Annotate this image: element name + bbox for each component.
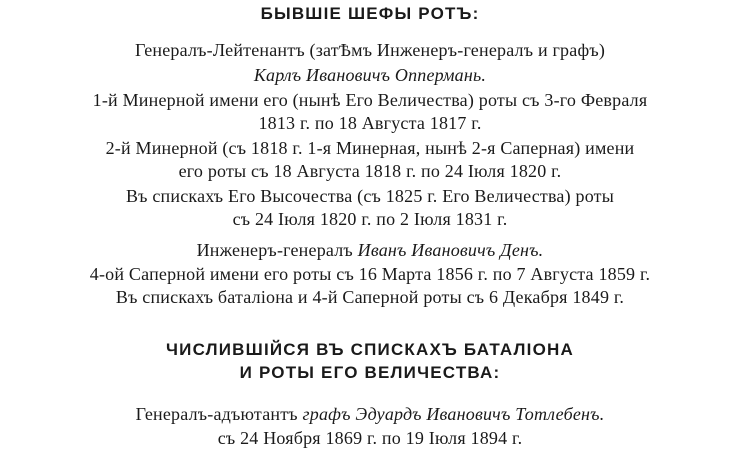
heading-listed-line-2: И РОТЫ ЕГО ВЕЛИЧЕСТВА: [239,363,501,382]
todleben-line-1: съ 24 Ноября 1869 г. по 19 Iюля 1894 г. [217,428,523,448]
den-title: Инженеръ-генералъ [196,240,353,260]
oppermann-line-1: 1-й Минерной имени его (нынѣ Его Величества) роты съ 3-го Февраля [92,90,648,110]
todleben-name: графъ Эдуардъ Ивановичъ Тотлебенъ. [302,404,605,424]
oppermann-line-6: съ 24 Iюля 1820 г. по 2 Iюля 1831 г. [232,209,508,229]
den-name: Иванъ Ивановичъ Денъ. [357,240,544,260]
oppermann-line-4: его роты съ 18 Августа 1818 г. по 24 Iюля 1820 г. [178,161,562,181]
heading-former-chiefs: БЫВШIЕ ШЕФЫ РОТЪ: [260,4,480,23]
todleben-title-name-line [0,402,740,426]
den-title-name-line [0,238,740,262]
oppermann-line-3: 2-й Минерной (съ 1818 г. 1-я Минерная, нынѣ 2-я Саперная) имени [105,138,635,158]
oppermann-title-line: Генералъ-Лейтенантъ (затѢмъ Инженеръ-генералъ и графъ) [134,40,606,60]
den-line-1: 4-ой Саперной имени его роты съ 16 Марта 1856 г. по 7 Августа 1859 г. [89,264,651,284]
oppermann-line-2: 1813 г. по 18 Августа 1817 г. [258,113,482,133]
oppermann-name: Карлъ Ивановичъ Оппермань. [253,65,487,85]
todleben-title: Генералъ-адъютантъ [135,404,298,424]
oppermann-line-5: Въ спискахъ Его Высочества (съ 1825 г. Его Величества) роты [125,186,615,206]
den-line-2: Въ спискахъ баталiона и 4-й Саперной роты съ 6 Декабря 1849 г. [115,287,625,307]
heading-listed-line-1: ЧИСЛИВШIЙСЯ ВЪ СПИСКАХЪ БАТАЛIОНА [166,340,574,359]
